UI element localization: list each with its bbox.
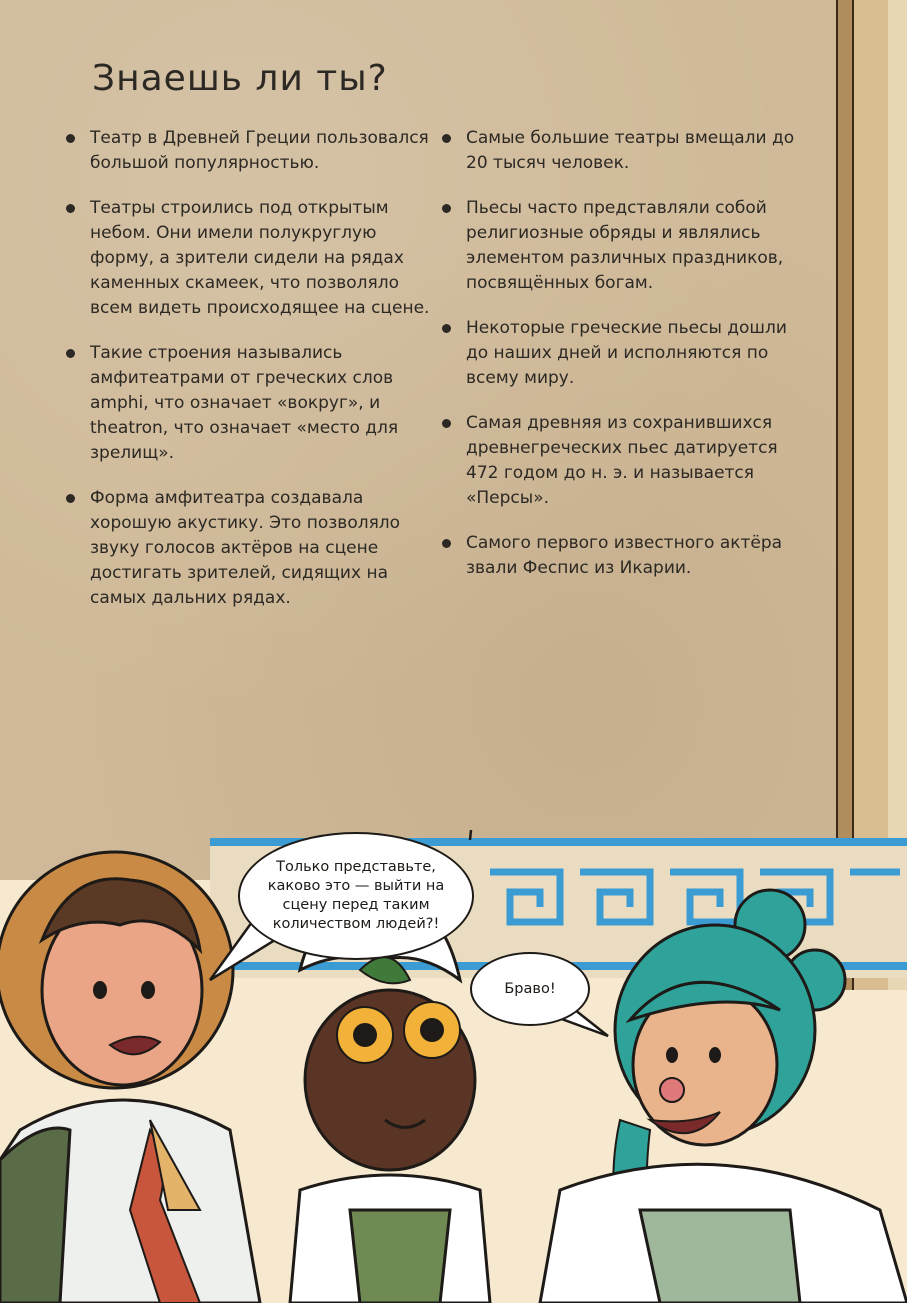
fact-item bbox=[64, 196, 434, 321]
fact-text: Театры строились под открытым небом. Они имели полукруглую форму, а зрители сидели на рядах каменных скамеек, что позволяло всем видеть происходящее на сцене. bbox=[90, 198, 430, 318]
fact-text: Пьесы часто представляли собой религиозные обряды и являлись элементом различных праздников, посвящённых богам. bbox=[466, 198, 784, 293]
fact-text: Самая древняя из сохранившихся древнегреческих пьес датируется 472 годом до н. э. и называется «Персы». bbox=[466, 413, 778, 508]
fact-text: Самого первого известного актёра звали Феспис из Икарии. bbox=[466, 533, 783, 578]
fact-text: Форма амфитеатра создавала хорошую акустику. Это позволяло звуку голосов актёров на сцене достигать зрителей, сидящих на самых дальних рядах. bbox=[90, 488, 401, 608]
speech-text-girl: Браво! bbox=[504, 981, 556, 997]
fact-item bbox=[440, 126, 810, 176]
page-title: Знаешь ли ты? bbox=[92, 58, 388, 99]
kid-with-sunflowers-figure bbox=[290, 906, 490, 1303]
fact-item bbox=[64, 341, 434, 466]
bubble-tail-up bbox=[470, 830, 478, 840]
speech-text-boy: Только представьте, каково это — выйти на сцену перед таким количеством людей?! bbox=[267, 859, 445, 932]
fact-text: Театр в Древней Греции пользовался большой популярностью. bbox=[90, 128, 429, 173]
fact-item bbox=[440, 531, 810, 581]
facts-list-right bbox=[440, 126, 810, 601]
bullet-icon bbox=[442, 204, 451, 213]
fact-item bbox=[64, 126, 434, 176]
bullet-icon bbox=[442, 324, 451, 333]
bullet-icon bbox=[66, 204, 75, 213]
bullet-icon bbox=[442, 134, 451, 143]
fact-item bbox=[64, 486, 434, 611]
bullet-icon bbox=[66, 494, 75, 503]
bullet-icon bbox=[66, 349, 75, 358]
fact-text: Некоторые греческие пьесы дошли до наших дней и исполняются по всему миру. bbox=[466, 318, 787, 388]
facts-list-left bbox=[64, 126, 434, 631]
fact-item bbox=[440, 196, 810, 296]
fact-item bbox=[440, 411, 810, 511]
speech-bubble-girl bbox=[470, 952, 590, 1026]
speech-bubble-boy bbox=[238, 832, 474, 960]
fact-text: Такие строения назывались амфитеатрами от греческих слов amphi, что означает «вокруг», и theatron, что означает «место для зрелищ». bbox=[90, 343, 399, 463]
girl-with-teal-hair-figure bbox=[540, 890, 907, 1303]
bullet-icon bbox=[442, 419, 451, 428]
bullet-icon bbox=[442, 539, 451, 548]
fact-text: Самые большие театры вмещали до 20 тысяч человек. bbox=[466, 128, 795, 173]
fact-item bbox=[440, 316, 810, 391]
boy-with-hat-figure bbox=[0, 852, 260, 1303]
bullet-icon bbox=[66, 134, 75, 143]
